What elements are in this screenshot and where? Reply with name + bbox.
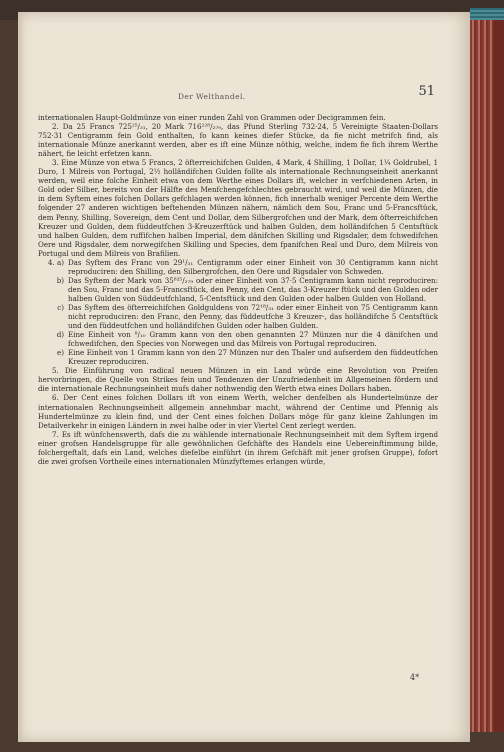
list-item bbox=[38, 348, 438, 366]
list-marker: 4. a) bbox=[47, 257, 64, 267]
list-item bbox=[38, 276, 438, 303]
list-item-text: Eine Einheit von 1 Gramm kann von den 27 Münzen nur den Thaler und aufserdem den füddeutfchen Kreuzer reproduciren. bbox=[68, 348, 438, 367]
list-item-text: Das Syftem des öfterreichifchen Goldguldens von 72¹⁸/₃₁ oder einer Einheit von 75 Centigramm kann nicht reproduciren: den Franc, den Penny, das füddeutfche 3 Kreuzer-, das holländifche 5 Centsftück und den füddeutfchen und holländifchen Gulden oder halben Gulden. bbox=[68, 302, 438, 331]
list-marker: b) bbox=[56, 275, 64, 285]
enumerated-list bbox=[38, 258, 438, 367]
paragraph: 6. Der Cent eines folchen Dollars ift von einem Werth, welcher denfelben als Hundertelmünze der internationalen Rechnungseinheit allgemein annehmbar macht, während der Centime und Pfennig als Hundertelmünze zu klein find, und der Cent eines folchen Dollars möge für ganz kleine Zahlungen im Detailverkehr in einigen Ländern in zwei halbe oder in vier Viertel Cent zerlegt werden. bbox=[38, 393, 438, 430]
list-item-text: Das Syftem des Franc von 29¹/₃₁ Centigramm oder einer Einheit von 30 Centigramm kann nicht reproduciren: den Shilling, den Silbergrofchen, den Oere und Rigsdaler von Schweden. bbox=[68, 257, 438, 276]
paragraph: 7. Es ift wünfchenswerth, dafs die zu wählende internationale Rechnungseinheit mit dem Syftem irgend einer grofsen Handelsgruppe für alle gewöhnlichen Gefchäfte des Handels eine Uebereinftimmung bilde, folchergeftalt, dafs ein Land, welches diefelbe einführt (in ihrem Gefchäft mit jener grofsen Gruppe), fofort die zwei grofsen Vortheile eines internationalen Münzfyftemes erlangen würde, bbox=[38, 429, 438, 466]
book-page-edges bbox=[470, 20, 494, 732]
body-text bbox=[38, 113, 438, 466]
list-item-text: Eine Einheit von ⁸/₁₀ Gramm kann von den oben genannten 27 Münzen nur die 4 dänifchen und fchwedifchen, den Species von Norwegen und das Milreis von Portugal reproduciren. bbox=[68, 330, 438, 349]
list-marker: c) bbox=[57, 302, 64, 312]
paragraph: 5. Die Einführung von radical neuen Münzen in ein Land würde eine Revolution von Preifen hervorbringen, die Quelle von Strikes fein und Tendenzen der Unzufriedenheit im Allgemeinen fördern und die internationale Rechnungseinheit mufs daher nothwendig den Werth etwa eines Dollars haben. bbox=[38, 366, 438, 394]
page-number: 51 bbox=[418, 84, 435, 99]
paragraph: internationalen Haupt-Goldmünze von einer runden Zahl von Grammen oder Decigrammen fein. bbox=[38, 113, 386, 122]
list-item bbox=[38, 258, 438, 276]
book-cover-edge bbox=[494, 20, 504, 732]
list-marker: e) bbox=[57, 348, 64, 358]
paragraph: 2. Da 25 Francs 725²⁵/₃₁, 20 Mark 716²²⁸/₂₇₉, das Pfund Sterling 732·24, 5 Vereinigte Staaten-Dollars 752·31 Centigramm fein Gold enthalten, fo kann keines diefer Stücke, da fie nicht metrifch find, als internationale Münze anerkannt werden, aber es ift eine Münze nöthig, welche, indem fie fich ihrem Werthe nähert, fie leicht erfetzen kann. bbox=[38, 122, 438, 159]
signature-mark: 4* bbox=[410, 673, 420, 682]
paragraph: 3. Eine Münze von etwa 5 Francs, 2 öfterreichifchen Gulden, 4 Mark, 4 Shilling, 1 Dollar, 1¼ Goldrubel, 1 Duro, 1 Milreis von Portugal, 2½ holländifchen Gulden follte als internationale Rechnungseinheit anerkannt werden, weil eine folche Einheit etwa von dem Werthe eines Dollars ift, welcher in verfchiedenen Arten, in Gold oder Silber, bereits von der Hälfte des Menfchengefchlechtes gebraucht wird, und weil die Münzen, die in dem Syftem eines folchen Dollars gefchlagen werden können, fich innerhalb weniger Percente dem Werthe folgender 27 anderen wichtigen beftehenden Münzen nähern, nämlich dem Sou, Franc und 5-Francsftück, dem Penny, Shilling, Sovereign, dem Cent und Dollar, dem Silbergrofchen und der Mark, dem öfterreichifchen Kreuzer und Gulden, dem füddeutfchen 3-Kreuzerftück und halben Gulden, dem holländifchen 5 Centsftück und halben Gulden, dem ruffifchen halben Imperial, dem dänifchen Skilling und Rigsdaler, dem fchwedifchen Oere und Rigsdaler, dem norwegifchen Skilling und Species, dem fpanifchen Real und Duro, dem Milreis von Portugal und dem Milreis von Brafilien. bbox=[38, 158, 438, 258]
list-item bbox=[38, 303, 438, 330]
page-header bbox=[38, 84, 438, 104]
running-head: Der Welthandel. bbox=[178, 92, 246, 101]
list-marker: d) bbox=[56, 330, 64, 340]
list-item bbox=[38, 330, 438, 348]
list-item-text: Das Syftem der Mark von 35⁸²⁵/₂₇₉ oder einer Einheit von 37·5 Centigramm kann nicht reproduciren: den Sou, Franc und das 5-Francsftück, den Penny, den Cent, das 3-Kreuzer ftück und den Gulden oder halben Gulden von Süddeutfchland, 5-Centsftück und den Gulden oder halben Gulden von Holland. bbox=[68, 275, 438, 303]
